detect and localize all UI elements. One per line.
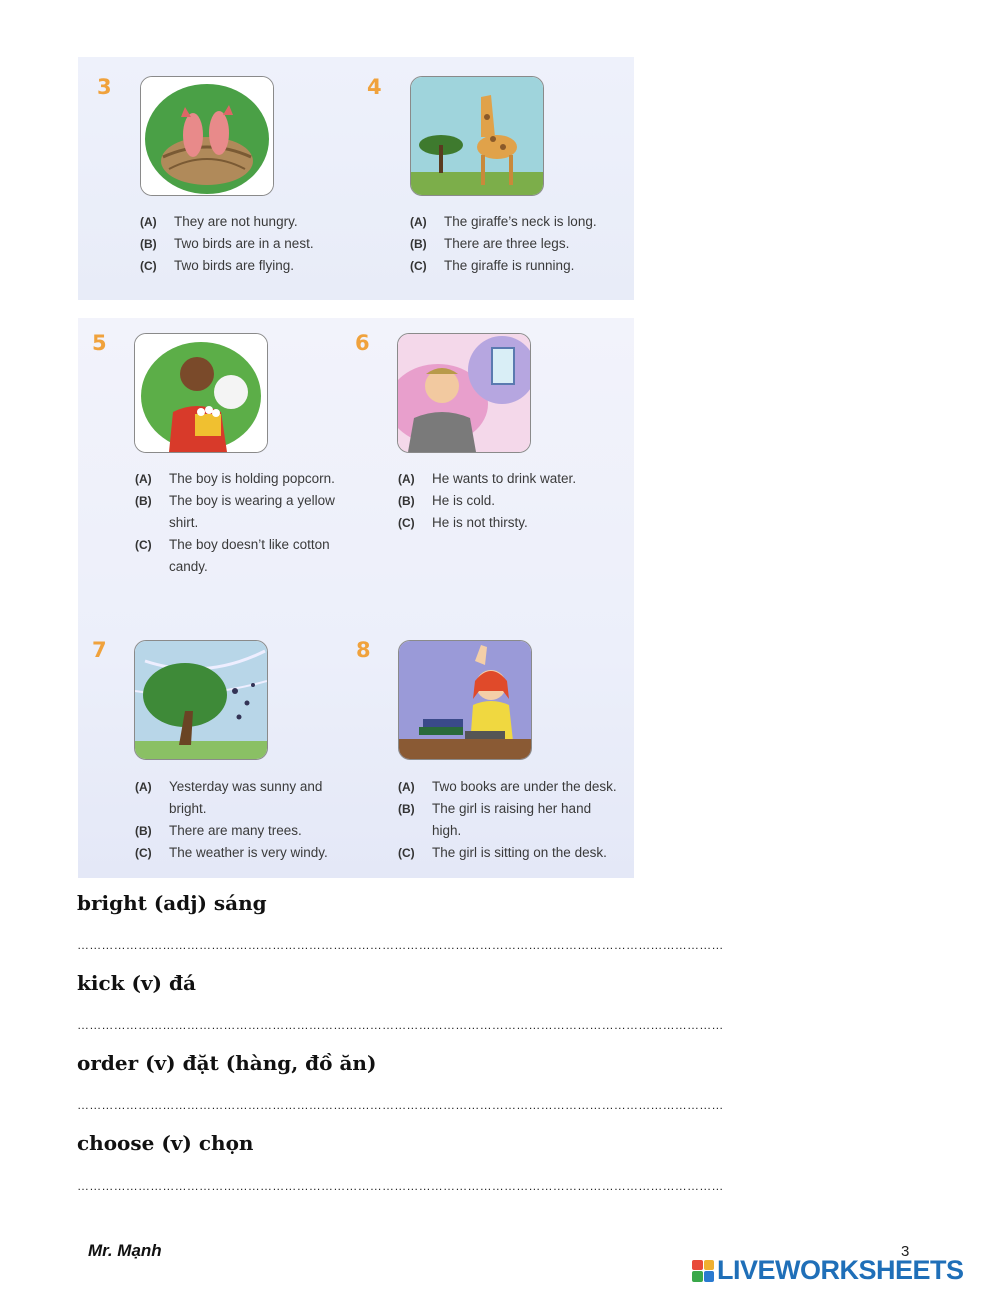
vocab-entry-choose: choose (v) chọn	[77, 1131, 254, 1155]
option-b[interactable]: (B) The girl is raising her hand high.	[398, 801, 592, 838]
option-a[interactable]: (A) Two books are under the desk.	[398, 779, 617, 794]
question-7-options	[135, 776, 344, 864]
option-c[interactable]: (C) The giraffe is running.	[410, 258, 575, 273]
page-number: 3	[901, 1243, 910, 1260]
logo-text: LIVEWORKSHEETS	[717, 1255, 964, 1285]
exercise-panel-top	[78, 57, 634, 300]
question-5-options	[135, 468, 349, 578]
question-number-4: 4	[367, 75, 382, 99]
question-number-6: 6	[355, 331, 370, 355]
option-a[interactable]: (A) He wants to drink water.	[398, 471, 577, 486]
question-8-options	[398, 776, 632, 864]
answer-line-3[interactable]: ……………………………………………………………………………………………………………………………………………	[77, 1098, 724, 1112]
option-b[interactable]: (B) The boy is wearing a yellow shirt.	[135, 493, 335, 530]
boy-eating-cotton-candy-icon	[134, 333, 268, 453]
birds-in-nest-icon	[140, 76, 274, 196]
answer-line-1[interactable]: ……………………………………………………………………………………………………………………………………………	[77, 938, 724, 952]
option-c[interactable]: (C) Two birds are flying.	[140, 258, 295, 273]
option-c[interactable]: (C) The boy doesn’t like cotton candy.	[135, 537, 330, 574]
option-a[interactable]: (A) They are not hungry.	[140, 214, 298, 229]
option-c[interactable]: (C) He is not thirsty.	[398, 515, 528, 530]
option-b[interactable]: (B) There are many trees.	[135, 823, 302, 838]
author-name: Mr. Mạnh	[88, 1241, 162, 1260]
option-b[interactable]: (B) Two birds are in a nest.	[140, 236, 314, 251]
option-a[interactable]: (A) Yesterday was sunny and bright.	[135, 779, 323, 816]
liveworksheets-logo[interactable]	[692, 1255, 964, 1286]
question-number-3: 3	[97, 75, 112, 99]
option-c[interactable]: (C) The girl is sitting on the desk.	[398, 845, 607, 860]
answer-line-2[interactable]: ……………………………………………………………………………………………………………………………………………	[77, 1018, 724, 1032]
logo-mark-icon	[692, 1260, 714, 1282]
windy-tree-icon	[134, 640, 268, 760]
option-a[interactable]: (A) The giraffe’s neck is long.	[410, 214, 597, 229]
question-3-options	[140, 211, 349, 277]
question-number-7: 7	[92, 638, 107, 662]
vocab-entry-kick: kick (v) đá	[77, 971, 196, 995]
option-b[interactable]: (B) There are three legs.	[410, 236, 570, 251]
question-4-options	[410, 211, 619, 277]
vocab-entry-order: order (v) đặt (hàng, đồ ăn)	[77, 1051, 377, 1075]
option-b[interactable]: (B) He is cold.	[398, 493, 496, 508]
exercise-panel-bottom	[78, 318, 634, 878]
giraffe-icon	[410, 76, 544, 196]
question-number-8: 8	[356, 638, 371, 662]
vocab-entry-bright: bright (adj) sáng	[77, 891, 267, 915]
option-c[interactable]: (C) The weather is very windy.	[135, 845, 328, 860]
option-a[interactable]: (A) The boy is holding popcorn.	[135, 471, 335, 486]
question-6-options	[398, 468, 607, 534]
question-number-5: 5	[92, 331, 107, 355]
thirsty-man-icon	[397, 333, 531, 453]
girl-raising-hand-icon	[398, 640, 532, 760]
answer-line-4[interactable]: ……………………………………………………………………………………………………………………………………………	[77, 1179, 724, 1193]
